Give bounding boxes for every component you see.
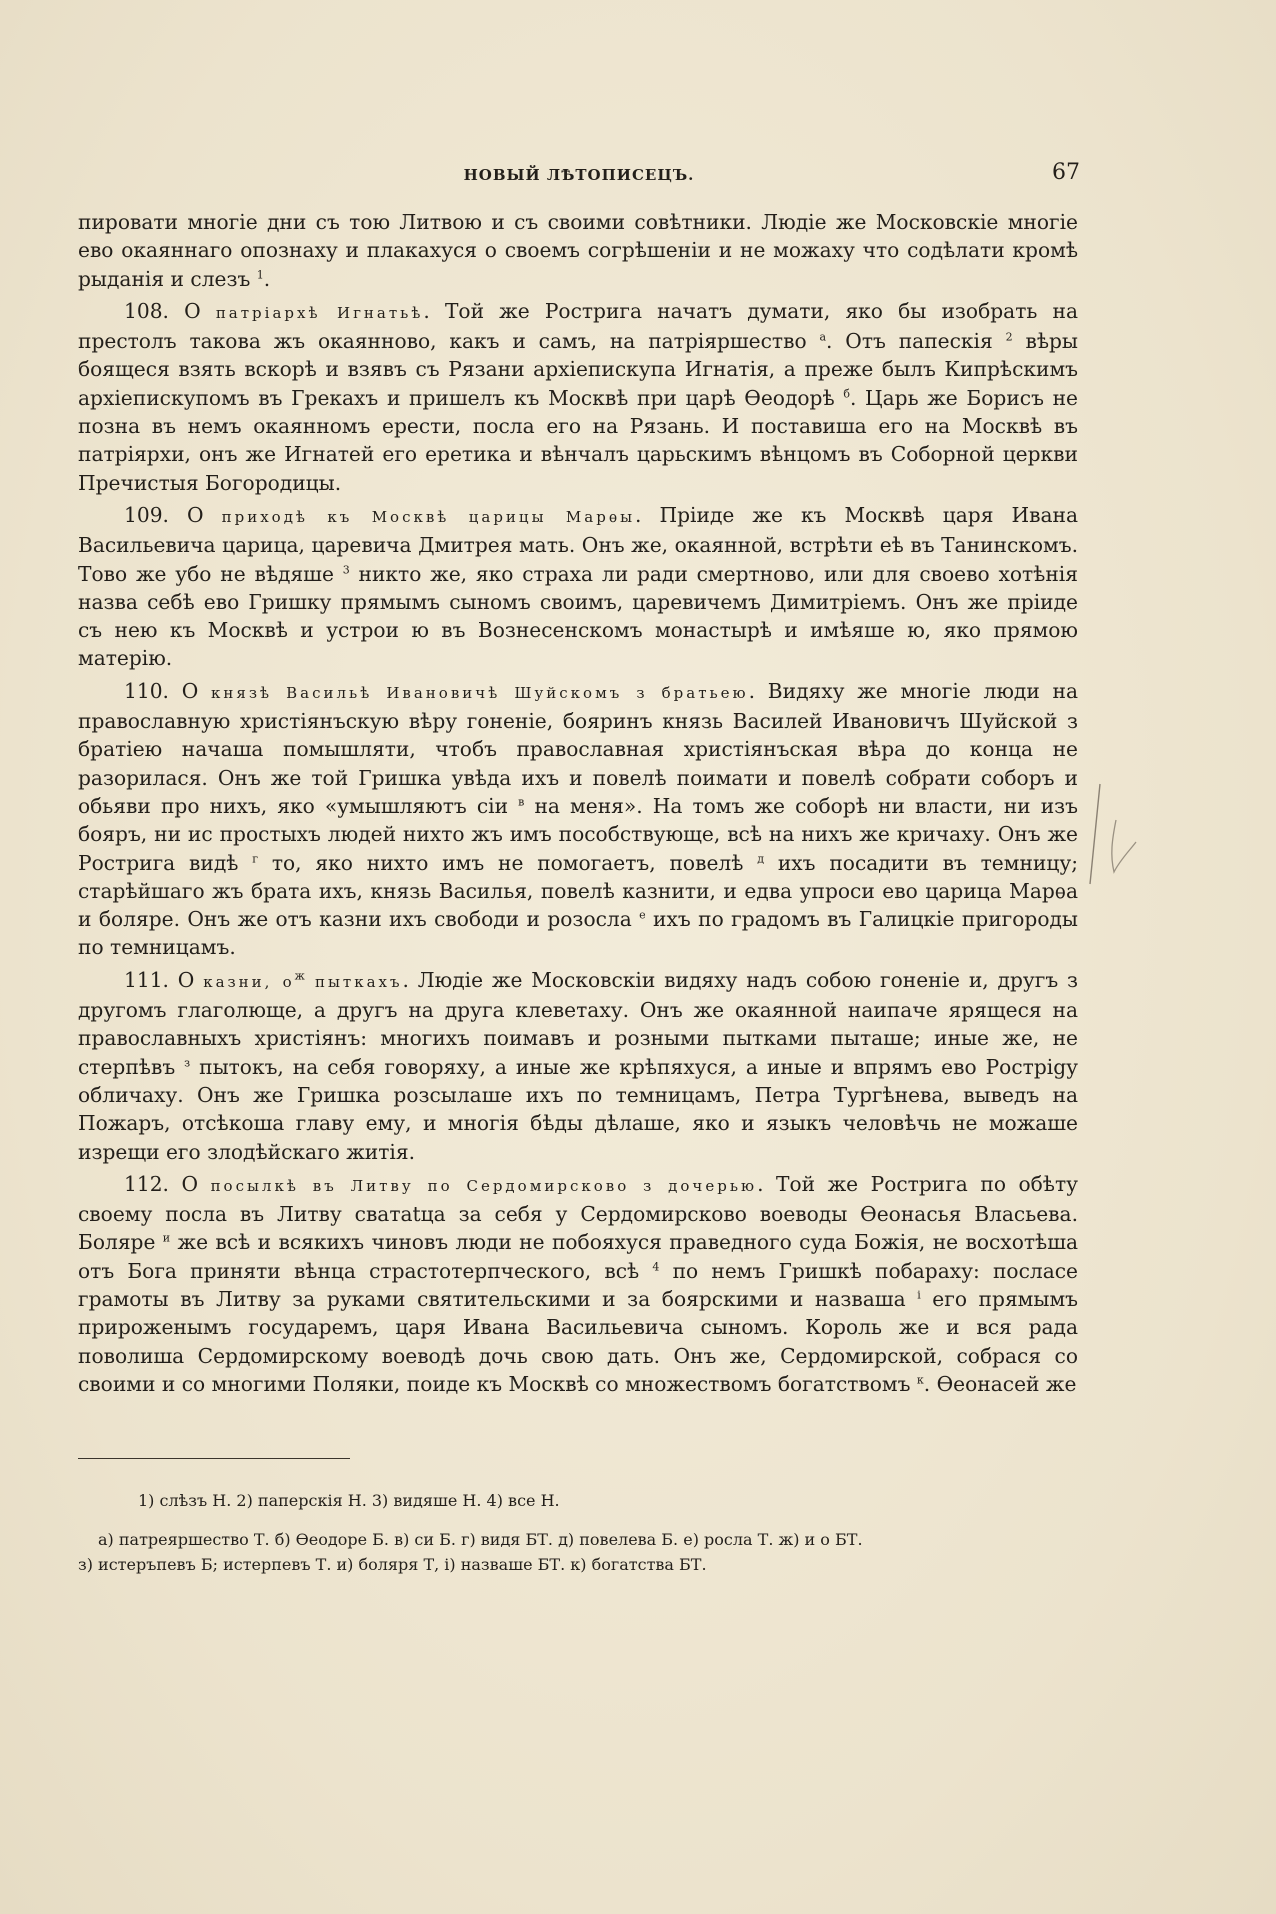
section-109: 109. О приходѣ къ Москвѣ царицы Марѳы. Пріиде же къ Москвѣ царя Ивана Васильевича царица, царевича Дмитрея мать. Онъ же, окаянной, встрѣти еѣ въ Танинскомъ. Тово же убо не вѣдяше $^3$ никто же, яко страха ли ради смертново, или для своево хотѣнія назва себѣ ево Гришку прямымъ сыномъ своимъ, царевичемъ Димитріемъ. Онъ же пріиде съ нею къ Москвѣ и устрои ю въ Вознесенскомъ монастырѣ и имѣяше ю, яко прямою матерію. xyxy=(78,502,1078,671)
section-title: О посылкѣ въ Литву по Сердомирсково з дочерью. xyxy=(181,1171,764,1196)
footnotes-lettered-1: а) патреяршество Т. б) Ѳеодоре Б. в) си Б. г) видя БТ. д) повелева Б. е) росла Т. ж) и о БТ. xyxy=(98,1530,863,1549)
footnote-divider xyxy=(78,1458,350,1459)
footnote-ref: б xyxy=(843,387,850,401)
section-number: 110. xyxy=(124,678,169,703)
section-title: О патріархѣ Игнатьѣ. xyxy=(184,298,430,323)
section-title: О казни, $о^ж$ пыткахъ. xyxy=(177,967,409,992)
section-111: 111. О казни, $о^ж$ пыткахъ. Людіе же Московскіи видяху надъ собою гоненіе и, другъ з другомъ глаголюще, а другъ на друга клеветаху. Онъ же окаянной наипаче ярящеся на православныхъ христіянъ: многихъ поимавъ и розными пытками пыташе; иные же, не стерпѣвъ $^з$ пытокъ, на себя говоряху, а иные же крѣпяхуся, а иные и впрямъ ево Рострigу обличаху. Онъ же Гришка розсылаше ихъ по темницамъ, Петра Тургѣнева, выведъ на Пожаръ, отсѣкоша главу ему, и многія бѣды дѣлаше, яко и языкъ человѣчь не можаше изрещи его злодѣйскаго житія. xyxy=(78,967,1079,1164)
footnotes xyxy=(78,1488,1078,1577)
section-title: О приходѣ къ Москвѣ царицы Марѳы. xyxy=(187,502,642,527)
footnotes-lettered-2: з) истеръпевъ Б; истерпевъ Т. и) боляря Т, і) назваше БТ. к) богатства БТ. xyxy=(78,1555,707,1574)
footnote-ref: д xyxy=(757,851,765,865)
page-number: 67 xyxy=(1052,160,1080,185)
section-110: 110. О князѣ Васильѣ Ивановичѣ Шуйскомъ з братьею. Видяху же многіе люди на православную христіянъскую вѣру гоненіе, бояринъ князь Василей Ивановичъ Шуйской з братіею начаша помышляти, чтобъ православная христіянъская вѣра до конца не разорилася. Онъ же той Гришка увѣда ихъ и повелѣ поимати и повелѣ собрати соборъ и обьяви про нихъ, яко «умышляютъ сіи $^в$ на меня». На томъ же соборѣ ни власти, ни изъ бояръ, ни ис простыхъ людей нихто жъ имъ пособствующе, всѣ на нихъ же кричаху. Онъ же Рострига видѣ $^г$ то, яко нихто имъ не помогаетъ, повелѣ $^д$ ихъ посадити въ темницу; старѣйшаго жъ брата ихъ, князь Василья, повелѣ казнити, и едва упроси ево царица Марѳа и боляре. Онъ же отъ казни ихъ свободи и розосла $^е$ ихъ по градомъ въ Галицкіе пригороды по темницамъ. xyxy=(78,678,1079,960)
footnotes-numbered: 1) слѣзъ Н. 2) паперскія Н. 3) видяше Н. 4) все Н. xyxy=(138,1491,560,1510)
section-108: 108. О патріархѣ Игнатьѣ. Той же Рострига начатъ думати, яко бы изобрать на престолъ такова жъ окаянново, какъ и самъ, на патріяршество $^а$. Отъ папескія $^2$ вѣры боящеся взять вскорѣ и взявъ съ Рязани архіепискупа Игнатія, а преже былъ Кипрѣскимъ архіепискупомъ въ Грекахъ и пришелъ къ Москвѣ при царѣ Ѳеодорѣ $^б$. Царь же Борисъ не позна въ немъ окаянномъ ерести, посла его на Рязань. И поставиша его на Москвѣ въ патріярхи, онъ же Игнатей его еретика и вѣнчалъ царьскимъ вѣнцомъ въ Соборной церкви Пречистыя Богородицы. xyxy=(78,298,1079,495)
footnote-ref: і xyxy=(917,1288,921,1302)
footnote-ref: е xyxy=(639,908,646,922)
footnote-ref: з xyxy=(184,1055,191,1069)
footnote-ref: г xyxy=(252,851,259,865)
handwritten-margin-mark xyxy=(1086,780,1146,890)
page-header xyxy=(78,160,1080,190)
main-text xyxy=(78,208,1078,1402)
section-number: 109. xyxy=(124,502,169,527)
footnote-ref: 2 xyxy=(1005,330,1013,344)
footnote-ref: 3 xyxy=(342,562,350,576)
section-title: О князѣ Васильѣ Ивановичѣ Шуйскомъ з братьею. xyxy=(181,678,756,703)
section-number: 111. xyxy=(124,967,169,992)
footnote-ref: в xyxy=(518,795,525,809)
footnote-ref: 1 xyxy=(256,267,264,281)
footnote-ref: 4 xyxy=(652,1259,660,1273)
footnote-ref: а xyxy=(819,330,827,344)
running-title: НОВЫЙ ЛѢТОПИСЕЦЪ. xyxy=(463,166,695,184)
paragraph-continued: пировати многіе дни съ тою Литвою и съ своими совѣтники. Людіе же Московскіе многіе ево окаяннаго опознаху и плакахуся о своемъ согрѣшеніи и не можаху что содѣлати кромѣ рыданія и слезъ $^1$. xyxy=(78,210,1078,291)
footnote-ref: и xyxy=(162,1231,171,1245)
section-112: 112. О посылкѣ въ Литву по Сердомирсково з дочерью. Той же Рострига по обѣту своему посла въ Литву сватаtца за себя у Сердомирсково воеводы Ѳеонасья Власьева. Боляре $^и$ же всѣ и всякихъ чиновъ люди не побояхуся праведного суда Божія, не восхотѣша отъ Бога приняти вѣнца страстотерпческого, всѣ $^4$ по немъ Гришкѣ побараху: посласе грамоты въ Литву за руками святительскими и за боярскими и назваша $^і$ его прямымъ прироженымъ государемъ, царя Ивана Васильевича сыномъ. Король же и вся рада поволиша Сердомирскому воеводѣ дочь свою дать. Онъ же, Сердомирской, собрася со своими и со многими Поляки, поиде къ Москвѣ со множествомъ богатствомъ $^к$. Ѳеонасей же xyxy=(78,1171,1079,1396)
section-number: 112. xyxy=(124,1171,169,1196)
section-number: 108. xyxy=(124,298,169,323)
footnote-ref: к xyxy=(916,1373,924,1387)
